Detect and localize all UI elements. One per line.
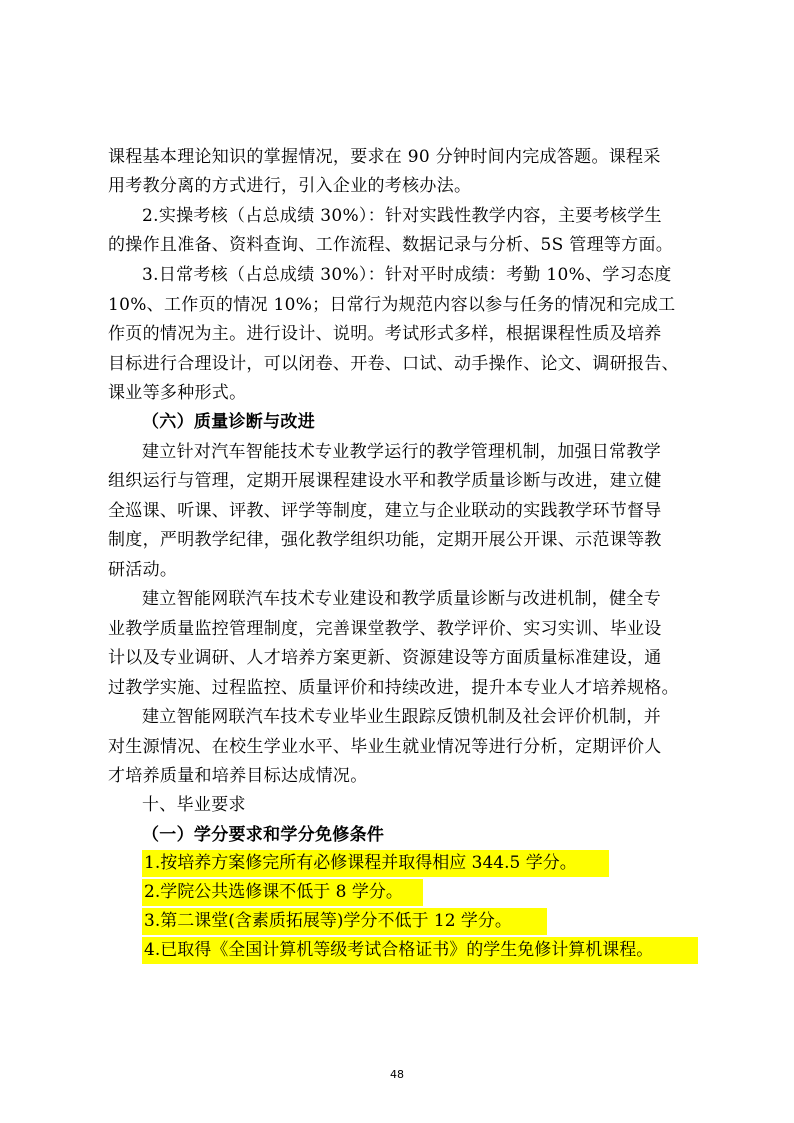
- section-heading: （六）质量诊断与改进: [142, 412, 315, 432]
- paragraph-line: 组织运行与管理，定期开展课程建设水平和教学质量诊断与改进，建立健: [108, 471, 662, 491]
- paragraph-line: 建立针对汽车智能技术专业教学运行的教学管理机制，加强日常教学: [142, 442, 661, 462]
- paragraph-line: 课业等多种形式。: [108, 383, 247, 403]
- requirement-item: 2.学院公共选修课不低于 8 学分。: [144, 882, 403, 902]
- paragraph-line: 3.日常考核（占总成绩 30%）：针对平时成绩：考勤 10%、学习态度: [142, 265, 672, 285]
- paragraph-line: 10%、工作页的情况 10%；日常行为规范内容以参与任务的情况和完成工: [108, 295, 676, 315]
- paragraph-line: 对生源情况、在校生学业水平、毕业生就业情况等进行分析，定期评价人: [108, 737, 662, 757]
- paragraph-line: 才培养质量和培养目标达成情况。: [108, 766, 368, 786]
- paragraph-line: 作页的情况为主。进行设计、说明。考试形式多样，根据课程性质及培养: [108, 324, 662, 344]
- requirement-item: 4.已取得《全国计算机等级考试合格证书》的学生免修计算机课程。: [144, 940, 654, 960]
- paragraph-line: 过教学实施、过程监控、质量评价和持续改进，提升本专业人才培养规格。: [108, 678, 679, 698]
- requirement-item: 1.按培养方案修完所有必修课程并取得相应 344.5 学分。: [144, 853, 577, 873]
- paragraph-line: 用考教分离的方式进行，引入企业的考核办法。: [108, 176, 472, 196]
- subsection-heading: （一）学分要求和学分免修条件: [142, 825, 385, 845]
- paragraph-line: 的操作且准备、资料查询、工作流程、数据记录与分析、5S 管理等方面。: [108, 235, 674, 255]
- paragraph-line: 计以及专业调研、人才培养方案更新、资源建设等方面质量标准建设，通: [108, 648, 662, 668]
- requirement-item: 3.第二课堂(含素质拓展等)学分不低于 12 学分。: [144, 911, 512, 931]
- page-number: 48: [390, 1068, 404, 1081]
- paragraph-line: 课程基本理论知识的掌握情况，要求在 90 分钟时间内完成答题。课程采: [108, 147, 661, 167]
- paragraph-line: 制度，严明教学纪律，强化教学组织功能，定期开展公开课、示范课等教: [108, 530, 662, 550]
- paragraph-line: 2.实操考核（占总成绩 30%）：针对实践性教学内容，主要考核学生: [142, 206, 662, 226]
- paragraph-line: 研活动。: [108, 560, 178, 580]
- chapter-heading: 十、毕业要求: [142, 795, 246, 815]
- paragraph-line: 业教学质量监控管理制度，完善课堂教学、教学评价、实习实训、毕业设: [108, 619, 662, 639]
- paragraph-line: 全巡课、听课、评教、评学等制度，建立与企业联动的实践教学环节督导: [108, 501, 662, 521]
- paragraph-line: 建立智能网联汽车技术专业毕业生跟踪反馈机制及社会评价机制，并: [142, 707, 661, 727]
- paragraph-line: 建立智能网联汽车技术专业建设和教学质量诊断与改进机制，健全专: [142, 589, 661, 609]
- paragraph-line: 目标进行合理设计，可以闭卷、开卷、口试、动手操作、论文、调研报告、: [108, 354, 679, 374]
